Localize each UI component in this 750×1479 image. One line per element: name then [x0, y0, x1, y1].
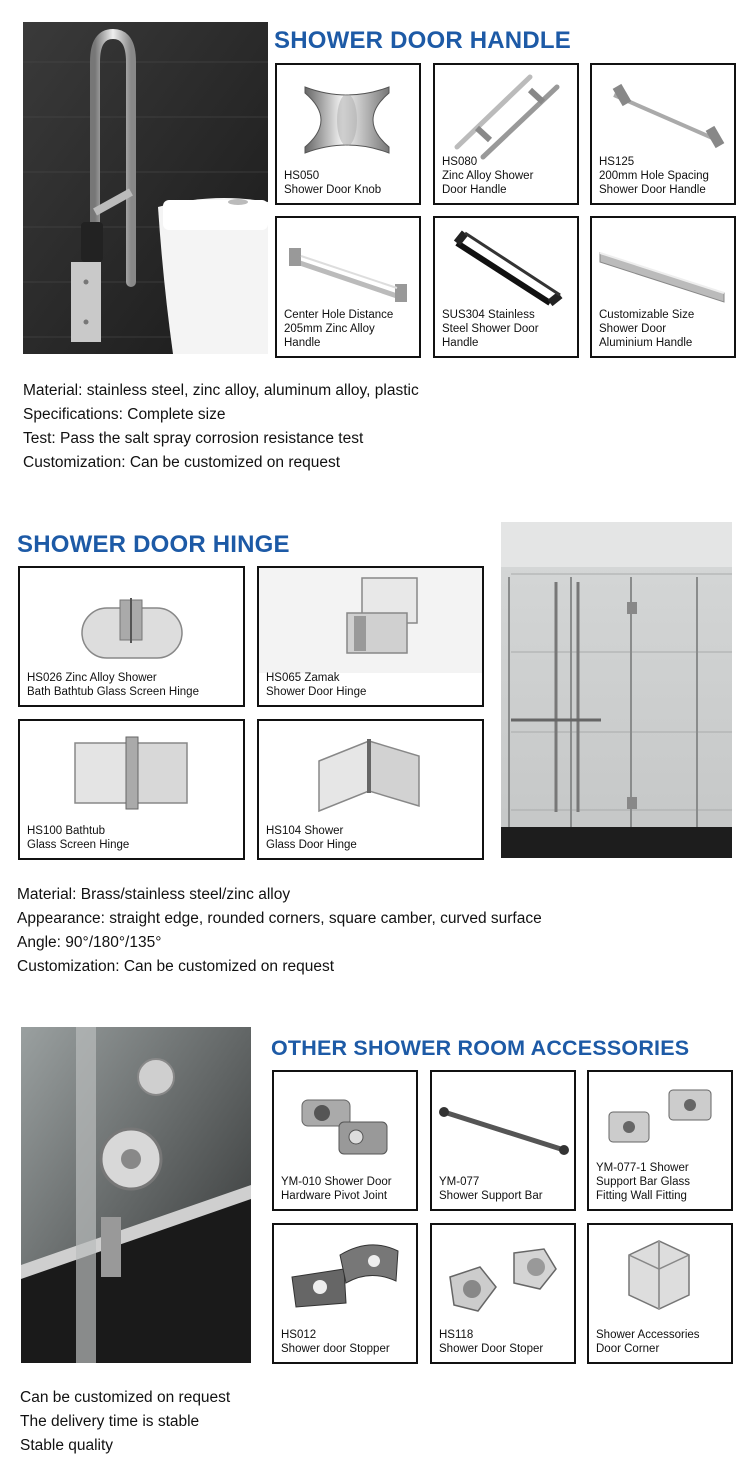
hinge-specs — [17, 883, 542, 979]
wall-fitting-icon — [589, 1072, 731, 1157]
product-label: HS118 Shower Door Stoper — [439, 1329, 544, 1355]
product-card-ym077-1[interactable] — [587, 1070, 733, 1211]
straight-handle-icon — [592, 65, 734, 155]
product-label: SUS304 Stainless Steel Shower Door Handle — [442, 309, 539, 349]
spec-line: Material: Brass/stainless steel/zinc alloy — [17, 886, 291, 903]
door-stoper-icon — [432, 1225, 574, 1325]
product-label: Center Hole Distance 205mm Zinc Alloy Handle — [284, 309, 394, 349]
zamak-hinge-icon — [259, 568, 482, 673]
aluminium-handle-icon — [592, 218, 734, 308]
spec-line: The delivery time is stable — [20, 1413, 200, 1430]
product-label: Shower Accessories Door Corner — [596, 1329, 700, 1355]
spec-line: Angle: 90°/180°/135° — [17, 934, 162, 951]
product-label: HS104 Shower Glass Door Hinge — [266, 825, 357, 851]
pivot-joint-icon — [274, 1072, 416, 1172]
rect-handle-icon — [277, 218, 419, 313]
product-label: YM-077-1 Shower Support Bar Glass Fitting Wall Fitting — [596, 1162, 690, 1202]
product-label: HS065 Zamak Shower Door Hinge — [266, 672, 367, 698]
glass-screen-hinge-icon — [20, 721, 243, 821]
product-label: HS050 Shower Door Knob — [284, 170, 382, 196]
product-label: HS012 Shower door Stopper — [281, 1329, 390, 1355]
spec-line: Customization: Can be customized on request — [17, 958, 335, 975]
product-card-door-corner[interactable] — [587, 1223, 733, 1364]
spec-line: Appearance: straight edge, rounded corners, square camber, curved surface — [17, 910, 542, 927]
door-stopper-icon — [274, 1225, 416, 1325]
spec-line: Stable quality — [20, 1437, 114, 1454]
support-bar-icon — [432, 1072, 574, 1172]
hinge-section-title: SHOWER DOOR HINGE — [17, 531, 290, 558]
product-card-hs065[interactable] — [257, 566, 484, 707]
product-card-hs100[interactable] — [18, 719, 245, 860]
pull-handle-icon — [435, 65, 577, 165]
grab-bar-photo — [23, 22, 268, 354]
product-label: HS026 Zinc Alloy Shower Bath Bathtub Glass Screen Hinge — [27, 672, 199, 698]
product-label: Customizable Size Shower Door Aluminium Handle — [599, 309, 695, 349]
handle-section-title: SHOWER DOOR HANDLE — [274, 27, 571, 54]
spec-line: Test: Pass the salt spray corrosion resistance test — [23, 430, 364, 447]
spec-line: Can be customized on request — [20, 1389, 231, 1406]
handle-specs — [23, 379, 419, 475]
sliding-door-photo — [21, 1027, 251, 1363]
product-card-205mm[interactable] — [275, 216, 421, 358]
product-card-hs050[interactable] — [275, 63, 421, 205]
accessories-specs — [20, 1386, 230, 1458]
product-label: YM-010 Shower Door Hardware Pivot Joint — [281, 1176, 392, 1202]
accessories-section-title: OTHER SHOWER ROOM ACCESSORIES — [271, 1036, 690, 1060]
glass-door-hinge-icon — [259, 721, 482, 821]
product-card-hs012[interactable] — [272, 1223, 418, 1364]
door-corner-icon — [589, 1225, 731, 1325]
black-handle-icon — [435, 218, 577, 313]
product-label: YM-077 Shower Support Bar — [439, 1176, 543, 1202]
product-card-hs080[interactable] — [433, 63, 579, 205]
spec-line: Customization: Can be customized on request — [23, 454, 341, 471]
product-card-ym077[interactable] — [430, 1070, 576, 1211]
product-card-sus304[interactable] — [433, 216, 579, 358]
product-card-aluminium[interactable] — [590, 216, 736, 358]
bathtub-hinge-icon — [20, 568, 243, 673]
product-card-hs118[interactable] — [430, 1223, 576, 1364]
product-label: HS100 Bathtub Glass Screen Hinge — [27, 825, 130, 851]
spec-line: Specifications: Complete size — [23, 406, 226, 423]
product-label: HS080 Zinc Alloy Shower Door Handle — [442, 156, 534, 196]
product-card-hs125[interactable] — [590, 63, 736, 205]
product-card-hs104[interactable] — [257, 719, 484, 860]
spec-line: Material: stainless steel, zinc alloy, aluminum alloy, plastic — [23, 382, 419, 399]
glass-door-photo — [501, 522, 732, 858]
door-knob-icon — [277, 65, 419, 175]
product-card-ym010[interactable] — [272, 1070, 418, 1211]
product-label: HS125 200mm Hole Spacing Shower Door Handle — [599, 156, 709, 196]
product-card-hs026[interactable] — [18, 566, 245, 707]
